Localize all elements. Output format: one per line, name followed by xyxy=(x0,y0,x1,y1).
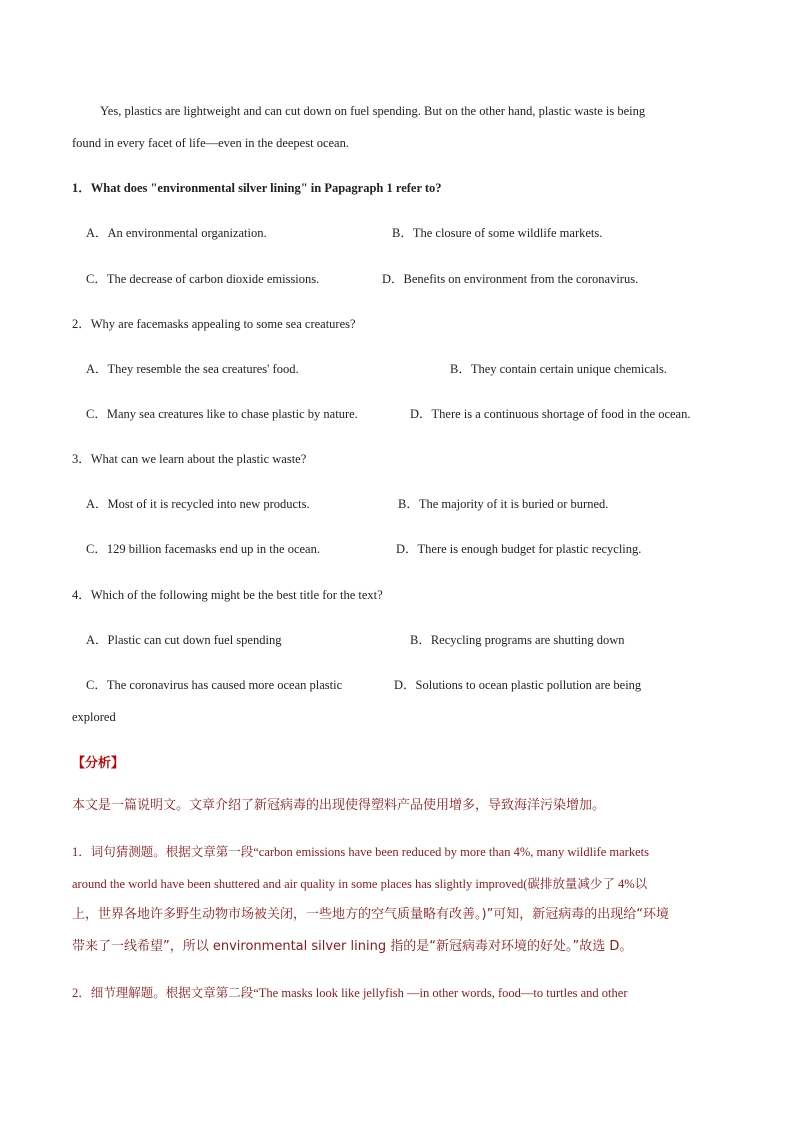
q2-option-b: B．They contain certain unique chemicals. xyxy=(450,362,667,376)
q2-option-d: D．There is a continuous shortage of food in the ocean. xyxy=(410,407,691,421)
q4-option-b: B．Recycling programs are shutting down xyxy=(410,633,625,647)
analysis-summary: 本文是一篇说明文。文章介绍了新冠病毒的出现使得塑料产品使用增多，导致海洋污染增加。 xyxy=(72,798,606,813)
question-1-stem: 1．What does "environmental silver lining" in Papagraph 1 refer to? xyxy=(72,181,442,195)
q1-option-d: D．Benefits on environment from the coronavirus. xyxy=(382,272,639,286)
question-4-stem: 4．Which of the following might be the best title for the text? xyxy=(72,588,383,602)
q3-option-b: B．The majority of it is buried or burned. xyxy=(398,497,609,511)
q4-option-c: C．The coronavirus has caused more ocean plastic xyxy=(86,678,343,692)
analysis-item-1-line-3: 上，世界各地许多野生动物市场被关闭，一些地方的空气质量略有改善。)”可知，新冠病毒的出现给“环境 xyxy=(72,907,670,922)
q3-option-c: C．129 billion facemasks end up in the ocean. xyxy=(86,542,320,556)
q3-option-d: D．There is enough budget for plastic recycling. xyxy=(396,542,642,556)
q1-option-a: A．An environmental organization. xyxy=(86,226,267,240)
q4-option-d: D．Solutions to ocean plastic pollution are being xyxy=(394,678,642,692)
q4-option-d-continued: explored xyxy=(72,710,116,724)
analysis-heading: 【分析】 xyxy=(72,756,125,771)
passage-line-1: Yes, plastics are lightweight and can cut down on fuel spending. But on the other hand, plastic waste is being xyxy=(100,104,646,118)
q2-option-a: A．They resemble the sea creatures' food. xyxy=(86,362,299,376)
analysis-item-2-line-1: 2．细节理解题。根据文章第二段“The masks look like jellyfish —in other words, food—to turtles and other xyxy=(72,986,628,1000)
question-2-stem: 2．Why are facemasks appealing to some sea creatures? xyxy=(72,317,356,331)
q3-option-a: A．Most of it is recycled into new products. xyxy=(86,497,310,511)
q1-option-b: B．The closure of some wildlife markets. xyxy=(392,226,603,240)
q2-option-c: C．Many sea creatures like to chase plastic by nature. xyxy=(86,407,358,421)
question-3-stem: 3．What can we learn about the plastic waste? xyxy=(72,452,307,466)
analysis-item-1-line-4: 带来了一线希望”，所以 environmental silver lining 指的是“新冠病毒对环境的好处。”故选 D。 xyxy=(72,939,633,954)
q1-option-c: C．The decrease of carbon dioxide emissions. xyxy=(86,272,320,286)
q4-option-a: A．Plastic can cut down fuel spending xyxy=(86,633,282,647)
analysis-item-1-line-2: around the world have been shuttered and air quality in some places has slightly improved(碳排放量减少了 4%以 xyxy=(72,877,648,891)
analysis-item-1-line-1: 1．词句猜测题。根据文章第一段“carbon emissions have been reduced by more than 4%, many wildlife markets xyxy=(72,845,649,859)
passage-line-2: found in every facet of life—even in the deepest ocean. xyxy=(72,136,349,150)
